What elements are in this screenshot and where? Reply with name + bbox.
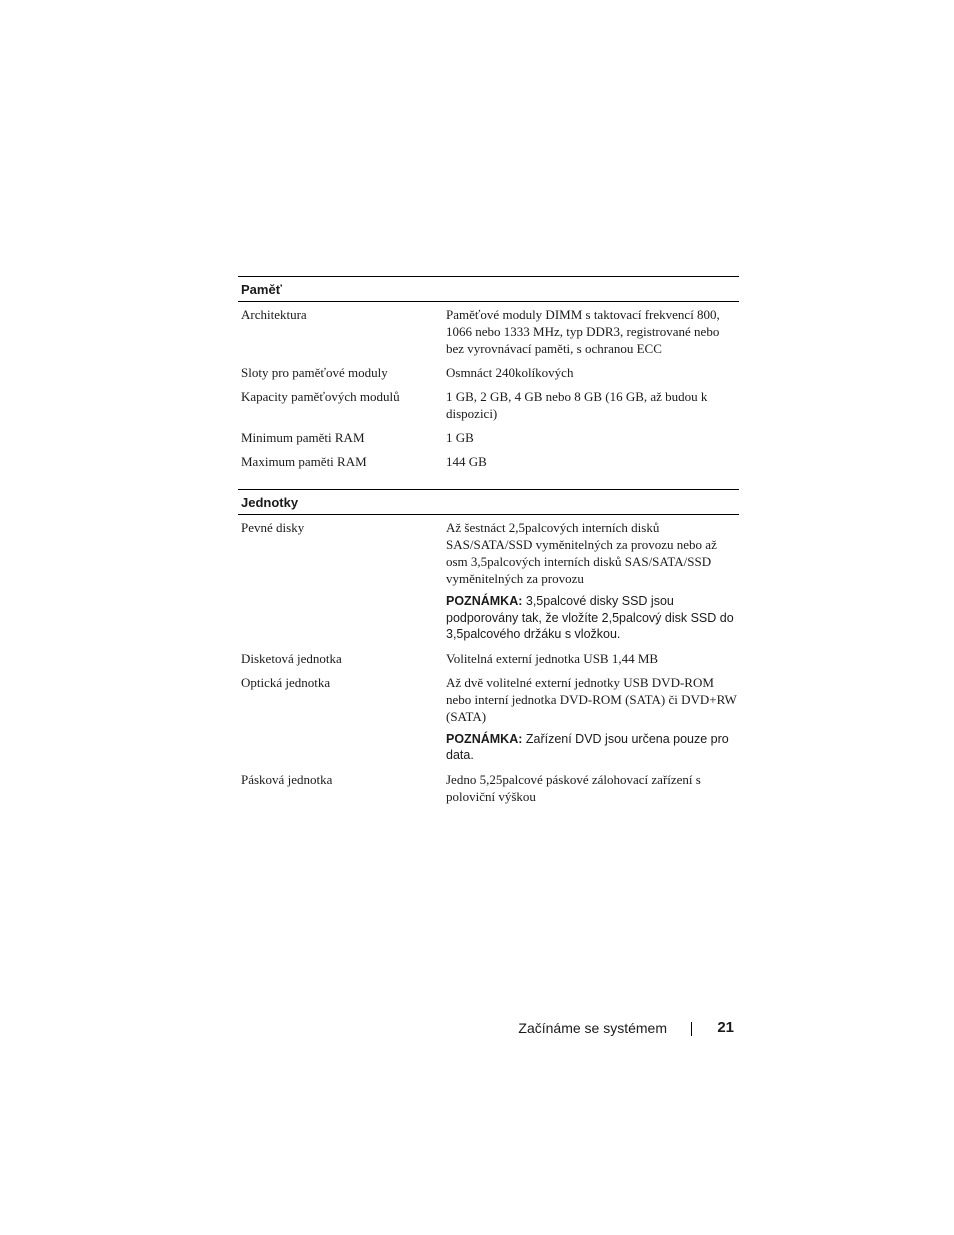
spec-label: Minimum paměti RAM xyxy=(241,430,365,445)
spec-row xyxy=(238,519,739,643)
spec-label: Maximum paměti RAM xyxy=(241,454,367,469)
spec-row xyxy=(238,771,739,805)
spec-value: 1 GB xyxy=(446,430,474,445)
spec-row xyxy=(238,364,739,381)
note xyxy=(446,593,739,643)
section-gap xyxy=(238,477,739,489)
spec-row xyxy=(238,453,739,470)
section-rows xyxy=(238,515,739,805)
spec-value-cell xyxy=(446,519,739,643)
spec-label: Kapacity paměťových modulů xyxy=(241,389,400,404)
footer-separator xyxy=(691,1022,692,1036)
section-rows xyxy=(238,302,739,470)
spec-table xyxy=(238,276,739,812)
spec-value: Až dvě volitelné externí jednotky USB DVD-ROM nebo interní jednotka DVD-ROM (SATA) či DVD+RW (SATA) xyxy=(446,674,737,724)
note xyxy=(446,731,739,764)
section-drives xyxy=(238,489,739,805)
section-memory xyxy=(238,276,739,470)
spec-value: Volitelná externí jednotka USB 1,44 MB xyxy=(446,650,659,666)
spec-label: Pásková jednotka xyxy=(241,771,333,787)
section-heading: Paměť xyxy=(238,276,739,302)
note-label: POZNÁMKA: xyxy=(446,594,523,608)
page-footer xyxy=(500,1018,740,1038)
spec-row xyxy=(238,674,739,764)
spec-value: Osmnáct 240kolíkových xyxy=(446,365,574,380)
section-heading: Jednotky xyxy=(238,489,739,515)
spec-value: Jedno 5,25palcové páskové zálohovací zařízení s poloviční výškou xyxy=(446,771,701,804)
spec-label: Architektura xyxy=(241,307,307,322)
spec-label: Sloty pro paměťové moduly xyxy=(241,365,388,380)
spec-value-cell xyxy=(446,674,739,764)
spec-value: Paměťové moduly DIMM s taktovací frekvencí 800, 1066 nebo 1333 MHz, typ DDR3, registrované nebo bez vyrovnávací paměti, s ochranou ECC xyxy=(446,307,720,356)
spec-label: Optická jednotka xyxy=(241,674,331,690)
spec-row xyxy=(238,306,739,357)
spec-value: 144 GB xyxy=(446,454,487,469)
spec-label: Disketová jednotka xyxy=(241,650,342,666)
footer-title: Začínáme se systémem xyxy=(518,1020,667,1036)
note-text: Zařízení DVD jsou určena pouze pro data. xyxy=(446,731,729,762)
spec-row xyxy=(238,388,739,422)
spec-row xyxy=(238,650,739,667)
spec-value: 1 GB, 2 GB, 4 GB nebo 8 GB (16 GB, až budou k dispozici) xyxy=(446,389,708,421)
page-number: 21 xyxy=(717,1019,734,1036)
note-label: POZNÁMKA: xyxy=(446,731,523,746)
spec-label: Pevné disky xyxy=(241,520,305,535)
note-text: 3,5palcové disky SSD jsou podporovány tak, že vložíte 2,5palcový disk SSD do 3,5palcového držáku s vložkou. xyxy=(446,594,734,641)
spec-row xyxy=(238,429,739,446)
spec-value: Až šestnáct 2,5palcových interních disků SAS/SATA/SSD vyměnitelných za provozu nebo až osm 3,5palcových interních disků SAS/SATA/SSD vyměnitelných za provozu xyxy=(446,520,717,586)
